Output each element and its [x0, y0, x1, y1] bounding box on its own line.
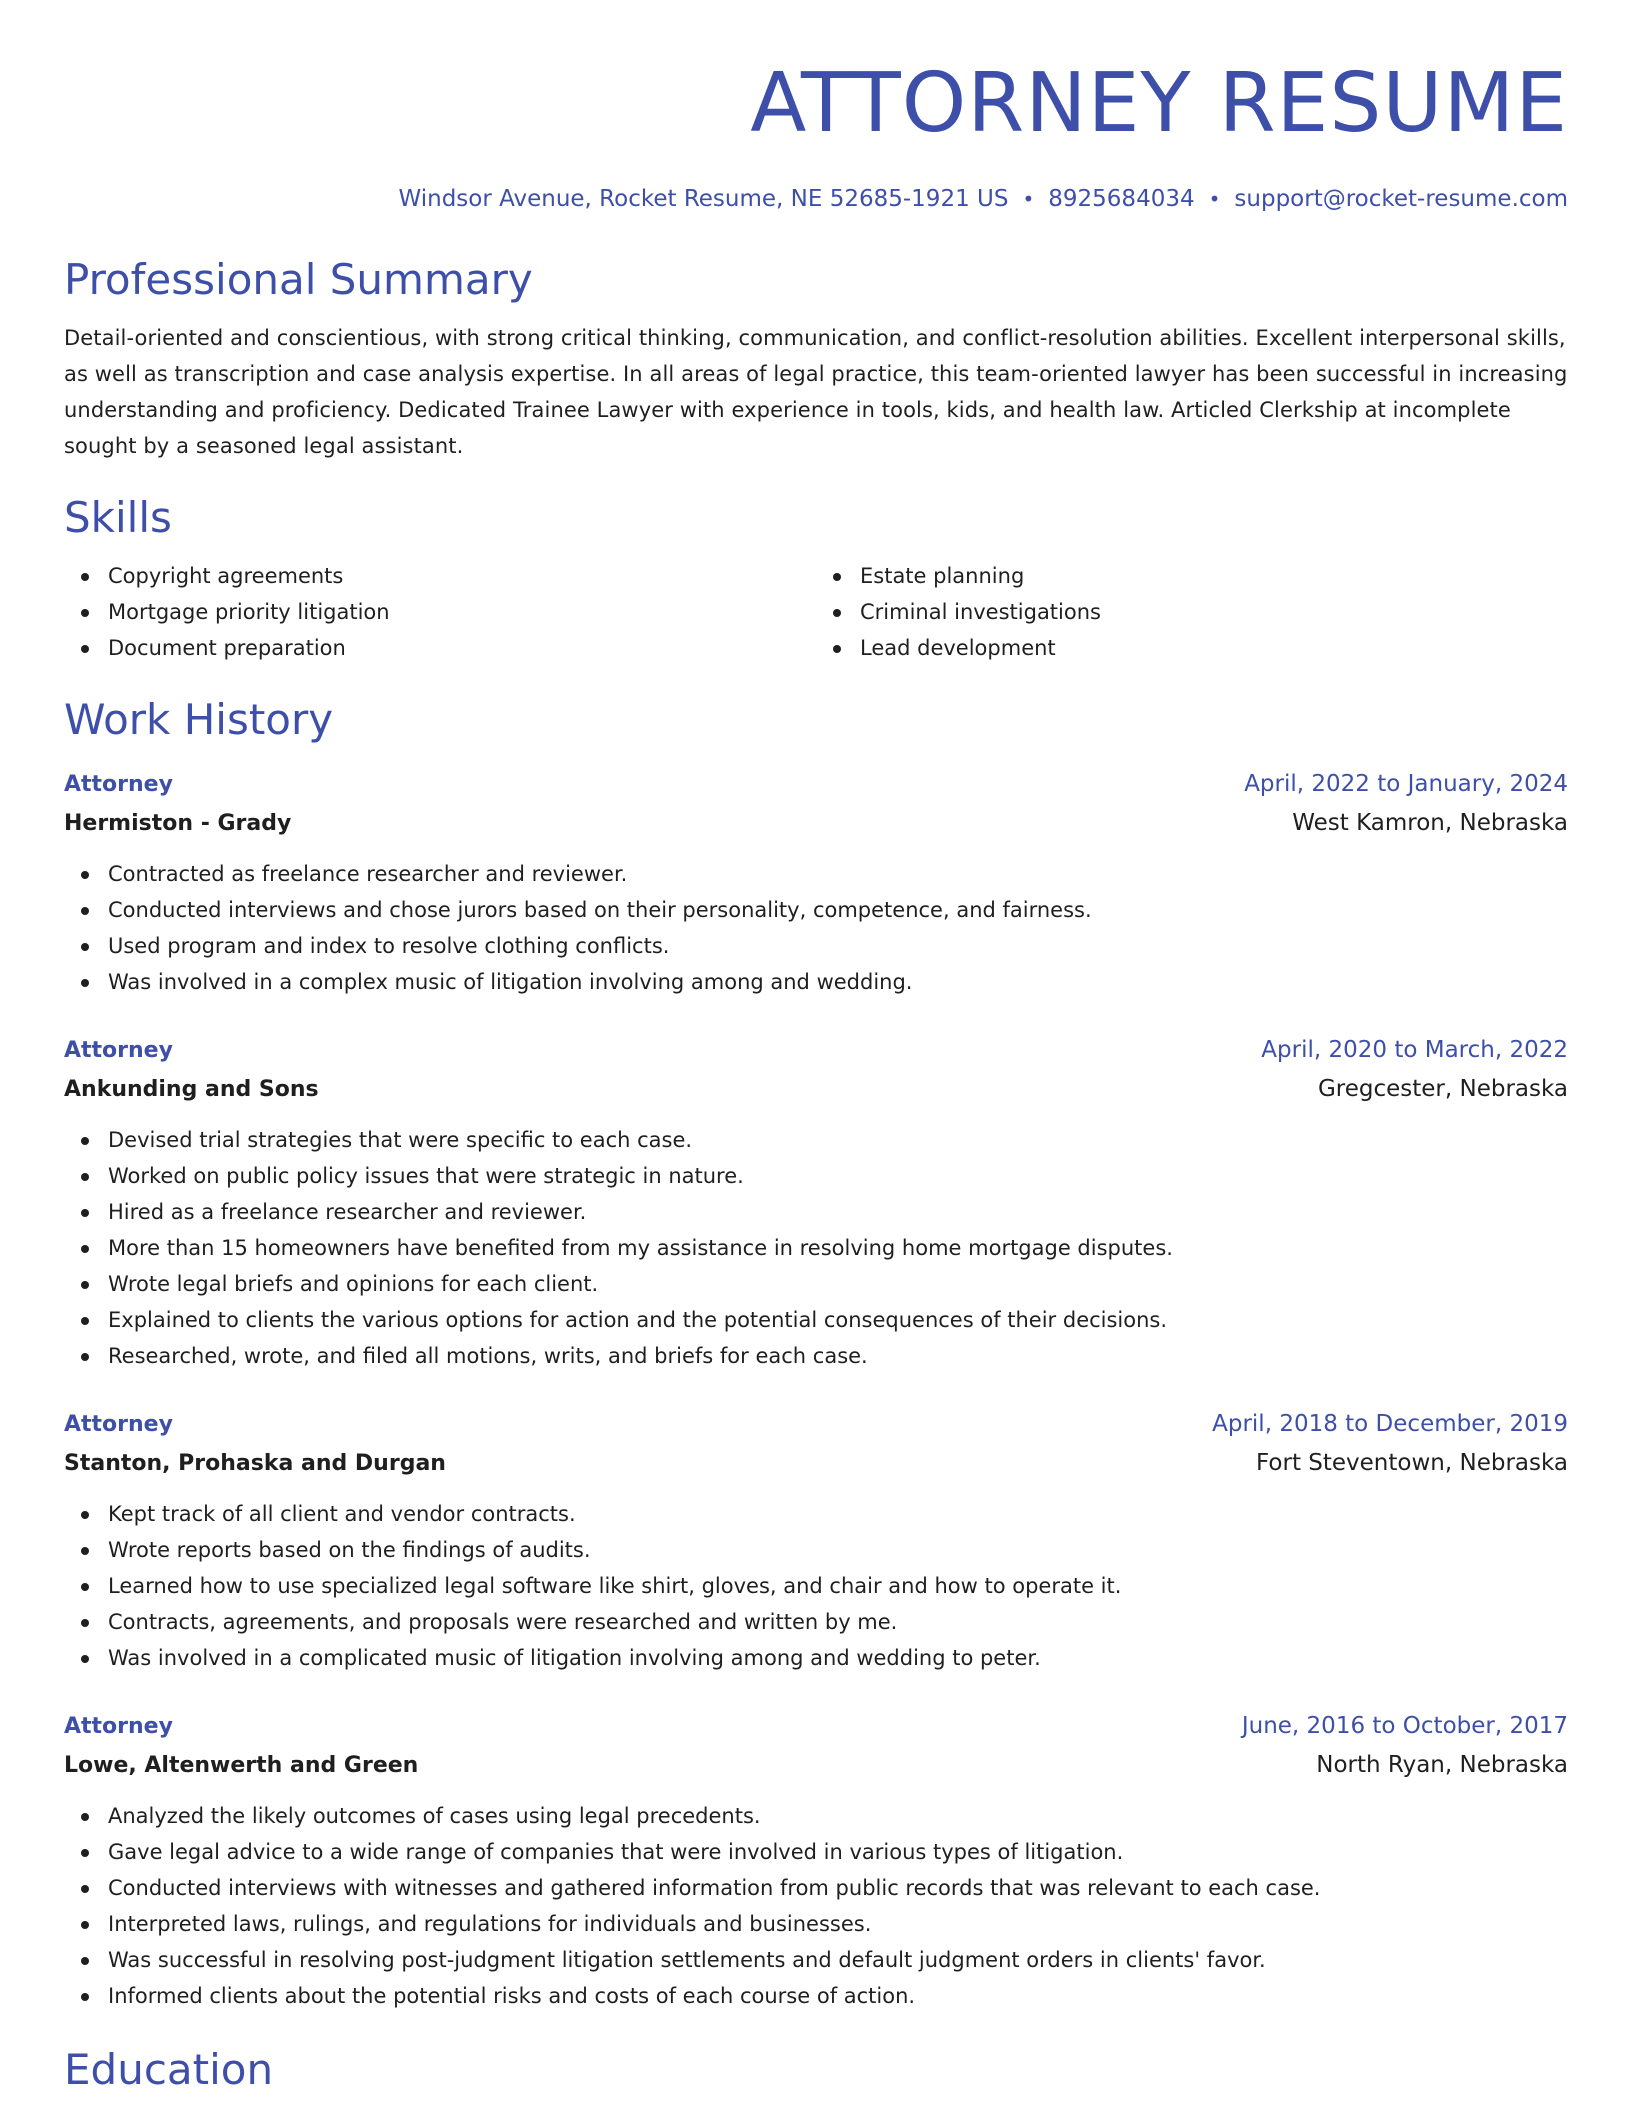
skills-grid [64, 558, 1568, 666]
skill-item: Estate planning [860, 558, 1568, 594]
job-bullet: Was successful in resolving post-judgment litigation settlements and default judgment orders in clients' favor. [108, 1942, 1568, 1978]
resume-page [64, 0, 1568, 2096]
skill-item: Lead development [860, 630, 1568, 666]
job-entry [64, 766, 1568, 1000]
job-company: Lowe, Altenwerth and Green [64, 1753, 419, 1778]
job-bullet: Learned how to use specialized legal software like shirt, gloves, and chair and how to operate it. [108, 1568, 1568, 1604]
section-heading-work-history: Work History [64, 695, 334, 744]
section-heading-skills: Skills [64, 493, 172, 542]
job-bullet: Conducted interviews with witnesses and gathered information from public records that was relevant to each case. [108, 1870, 1568, 1906]
job-entry [64, 1708, 1568, 2014]
job-entry [64, 1406, 1568, 1676]
skills-column-right [816, 558, 1568, 666]
contact-separator: • [1208, 187, 1221, 211]
job-company: Hermiston - Grady [64, 811, 292, 836]
resume-title: ATTORNEY RESUME [750, 56, 1568, 151]
job-bullet: Devised trial strategies that were specific to each case. [108, 1122, 1568, 1158]
job-bullet: Wrote legal briefs and opinions for each client. [108, 1266, 1568, 1302]
job-dates: April, 2022 to January, 2024 [1244, 771, 1568, 797]
skill-item: Criminal investigations [860, 594, 1568, 630]
job-company-row [64, 803, 1568, 844]
job-bullet: Contracted as freelance researcher and reviewer. [108, 856, 1568, 892]
job-bullets [64, 856, 1568, 1000]
job-bullet: Gave legal advice to a wide range of companies that were involved in various types of litigation. [108, 1834, 1568, 1870]
job-bullet: Researched, wrote, and filed all motions, writs, and briefs for each case. [108, 1338, 1568, 1374]
job-title: Attorney [64, 1412, 173, 1437]
job-header-row [64, 1406, 1568, 1443]
job-header-row [64, 1708, 1568, 1745]
job-company: Stanton, Prohaska and Durgan [64, 1451, 446, 1476]
job-bullet: More than 15 homeowners have benefited from my assistance in resolving home mortgage disputes. [108, 1230, 1568, 1266]
section-heading-summary: Professional Summary [64, 255, 533, 304]
job-bullet: Worked on public policy issues that were strategic in nature. [108, 1158, 1568, 1194]
skill-item: Mortgage priority litigation [108, 594, 816, 630]
job-dates: April, 2020 to March, 2022 [1261, 1037, 1568, 1063]
job-dates: June, 2016 to October, 2017 [1241, 1713, 1568, 1739]
job-bullets [64, 1798, 1568, 2014]
contact-email: support@rocket-resume.com [1234, 186, 1568, 212]
job-location: West Kamron, Nebraska [1292, 810, 1568, 836]
job-header-row [64, 766, 1568, 803]
job-company-row [64, 1745, 1568, 1786]
job-bullet: Conducted interviews and chose jurors based on their personality, competence, and fairness. [108, 892, 1568, 928]
job-title: Attorney [64, 1038, 173, 1063]
contact-line [64, 184, 1568, 214]
job-title: Attorney [64, 1714, 173, 1739]
job-company-row [64, 1069, 1568, 1110]
job-bullet: Hired as a freelance researcher and reviewer. [108, 1194, 1568, 1230]
skill-item: Document preparation [108, 630, 816, 666]
job-bullets [64, 1496, 1568, 1676]
job-location: Gregcester, Nebraska [1317, 1076, 1568, 1102]
section-heading-education: Education [64, 2045, 274, 2094]
job-company: Ankunding and Sons [64, 1077, 319, 1102]
job-bullet: Contracts, agreements, and proposals were researched and written by me. [108, 1604, 1568, 1640]
job-location: Fort Steventown, Nebraska [1256, 1450, 1568, 1476]
job-bullet: Was involved in a complex music of litigation involving among and wedding. [108, 964, 1568, 1000]
contact-address: Windsor Avenue, Rocket Resume, NE 52685-1921 US [398, 186, 1009, 212]
job-dates: April, 2018 to December, 2019 [1212, 1411, 1568, 1437]
contact-phone: 8925684034 [1048, 186, 1195, 212]
job-company-row [64, 1443, 1568, 1484]
job-bullet: Wrote reports based on the findings of audits. [108, 1532, 1568, 1568]
job-bullet: Was involved in a complicated music of litigation involving among and wedding to peter. [108, 1640, 1568, 1676]
job-bullet: Analyzed the likely outcomes of cases using legal precedents. [108, 1798, 1568, 1834]
job-bullet: Interpreted laws, rulings, and regulations for individuals and businesses. [108, 1906, 1568, 1942]
skills-column-left [64, 558, 816, 666]
skill-item: Copyright agreements [108, 558, 816, 594]
job-bullet: Used program and index to resolve clothing conflicts. [108, 928, 1568, 964]
job-location: North Ryan, Nebraska [1316, 1752, 1568, 1778]
job-bullet: Informed clients about the potential risks and costs of each course of action. [108, 1978, 1568, 2014]
contact-separator: • [1022, 187, 1035, 211]
job-entry [64, 1032, 1568, 1374]
job-bullets [64, 1122, 1568, 1374]
job-title: Attorney [64, 772, 173, 797]
job-bullet: Kept track of all client and vendor contracts. [108, 1496, 1568, 1532]
summary-text: Detail-oriented and conscientious, with strong critical thinking, communication, and conflict-resolution abilities. Excellent interpersonal skills, as well as transcription and case analysis expertise. In all areas of legal practice, this team-oriented lawyer has been successful in increasing understanding and proficiency. Dedicated Trainee Lawyer with experience in tools, kids, and health law. Articled Clerkship at incomplete sought by a seasoned legal assistant. [64, 326, 1568, 458]
job-bullet: Explained to clients the various options for action and the potential consequences of their decisions. [108, 1302, 1568, 1338]
job-header-row [64, 1032, 1568, 1069]
